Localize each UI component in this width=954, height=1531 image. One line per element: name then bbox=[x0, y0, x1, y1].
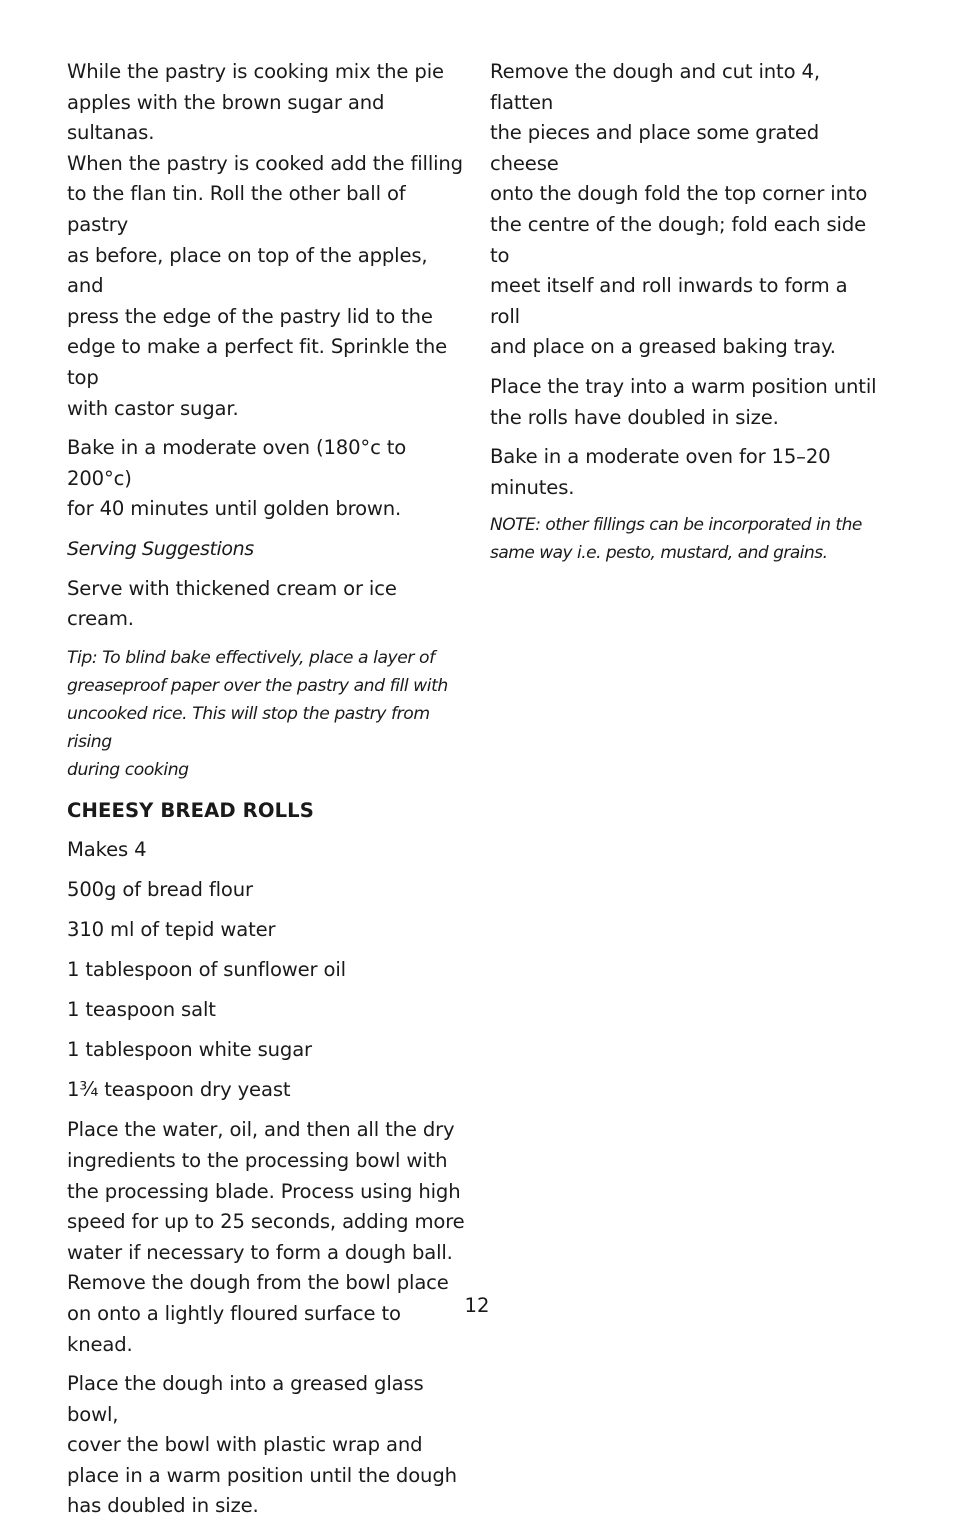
right-column bbox=[490, 57, 882, 567]
shaping-instructions: Remove the dough and cut into 4, flatten the pieces and place some grated cheese onto the dough fold the top corner into the centre of the dough; fold each side to meet itself and roll inwards to form a roll and place on a greased baking tray. bbox=[490, 60, 868, 359]
fillings-note: NOTE: other fillings can be incorporated in the same way i.e. pesto, mustard, and grains. bbox=[490, 515, 862, 563]
recipe-title: CHEESY BREAD ROLLS bbox=[67, 798, 314, 822]
page-number: 12 bbox=[464, 1294, 490, 1317]
ingredient-item: 500g of bread flour bbox=[67, 877, 253, 901]
ingredient-item: 1 tablespoon of sunflower oil bbox=[67, 957, 346, 981]
ingredient-list bbox=[67, 875, 467, 1106]
filling-instructions: While the pastry is cooking mix the pie apples with the brown sugar and sultanas. When the pastry is cooked add the filling to the flan tin. Roll the other ball of pastry as before, place on top of the apples, and press the edge of the pastry lid to the edge to make a perfect fit. Sprinkle the top with castor sugar. bbox=[67, 60, 463, 420]
blind-bake-tip: Tip: To blind bake effectively, place a layer of greaseproof paper over the pastry and fill with uncooked rice. This will stop the pastry from rising during cooking bbox=[67, 647, 448, 780]
bake-instructions: Bake in a moderate oven (180°c to 200°c) for 40 minutes until golden brown. bbox=[67, 436, 407, 521]
rising-instructions: Place the dough into a greased glass bowl, cover the bowl with plastic wrap and place in a warm position until the dough has doubled in size. bbox=[67, 1372, 457, 1518]
proofing-instructions: Place the tray into a warm position until the rolls have doubled in size. bbox=[490, 374, 877, 429]
ingredient-item: 1 teaspoon salt bbox=[67, 998, 216, 1022]
ingredient-item: 1¾ teaspoon dry yeast bbox=[67, 1078, 291, 1102]
recipe-yield: Makes 4 bbox=[67, 837, 147, 861]
processing-instructions: Place the water, oil, and then all the dry ingredients to the processing bowl with the processing blade. Process using high speed for up to 25 seconds, adding more water if necessary to form a dough ball. Remove the dough from the bowl place on onto a lightly floured surface to knead. bbox=[67, 1118, 465, 1356]
serving-suggestions-heading: Serving Suggestions bbox=[67, 537, 254, 560]
serving-suggestion: Serve with thickened cream or ice cream. bbox=[67, 576, 397, 631]
ingredient-item: 1 tablespoon white sugar bbox=[67, 1038, 312, 1062]
ingredient-item: 310 ml of tepid water bbox=[67, 917, 276, 941]
baking-instructions: Bake in a moderate oven for 15–20 minutes. bbox=[490, 445, 831, 499]
